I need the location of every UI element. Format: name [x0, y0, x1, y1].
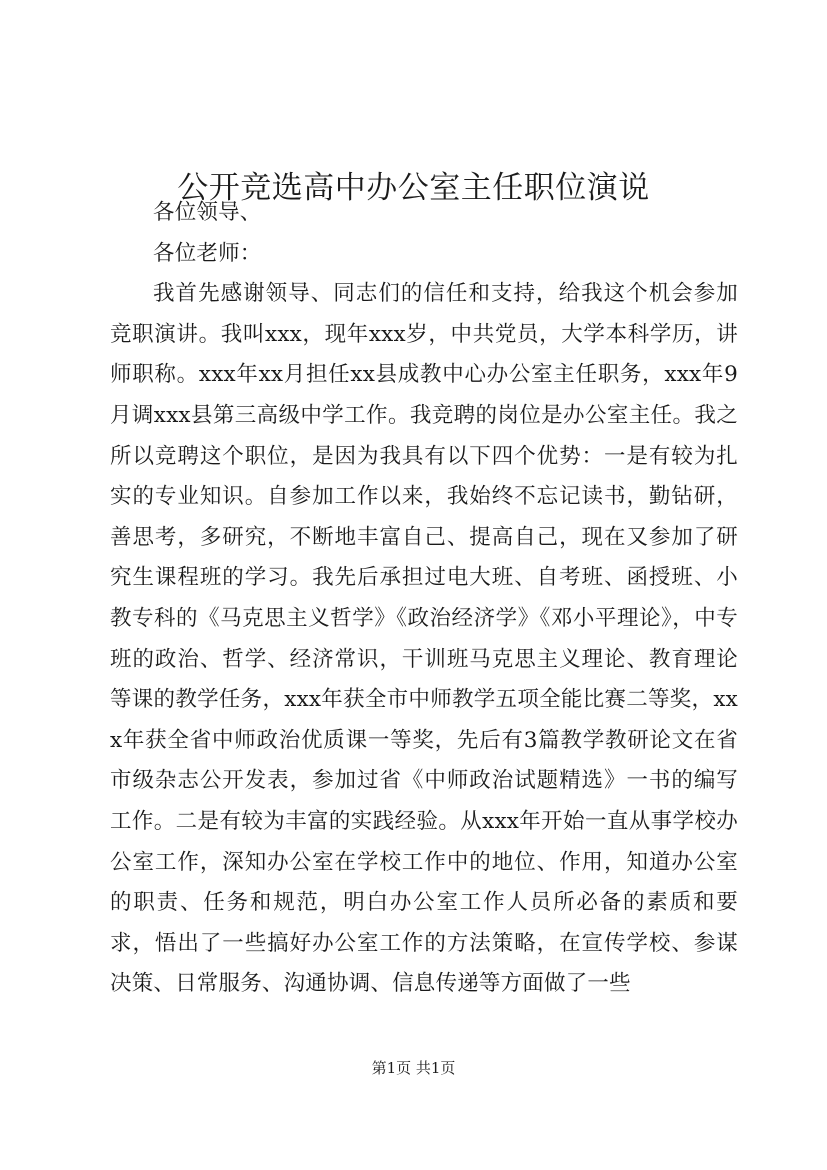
body-paragraph: 我首先感谢领导、同志们的信任和支持，给我这个机会参加竞职演讲。我叫xxx，现年xxx岁，中共党员，大学本科学历，讲师职称。xxx年xx月担任xx县成教中心办公室主任职务，xxx年9月调xxx县第三高级中学工作。我竞聘的岗位是办公室主任。我之所以竞聘这个职位，是因为我具有以下四个优势：一是有较为扎实的专业知识。自参加工作以来，我始终不忘记读书，勤钻研，善思考，多研究，不断地丰富自己、提高自己，现在又参加了研究生课程班的学习。我先后承担过电大班、自考班、函授班、小教专科的《马克思主义哲学》《政治经济学》《邓小平理论》，中专班的政治、哲学、经济常识，干训班马克思主义理论、教育理论等课的教学任务，xxx年获全市中师教学五项全能比赛二等奖，xxx年获全省中师政治优质课一等奖，先后有3篇教学教研论文在省市级杂志公开发表，参加过省《中师政治试题精选》一书的编写工作。二是有较为丰富的实践经验。从xxx年开始一直从事学校办公室工作，深知办公室在学校工作中的地位、作用，知道办公室的职责、任务和规范，明白办公室工作人员所必备的素质和要求，悟出了一些搞好办公室工作的方法策略，在宣传学校、参谋决策、日常服务、沟通协调、信息传递等方面做了一些 [110, 281, 738, 997]
salutation-teachers: 各位老师： [153, 240, 262, 266]
salutation-leaders: 各位领导、 [153, 200, 262, 225]
page-footer: 第1页 共1页 [371, 1059, 456, 1077]
document-body [110, 193, 738, 1005]
document-title: 公开竞选高中办公室主任职位演说 [177, 169, 650, 206]
